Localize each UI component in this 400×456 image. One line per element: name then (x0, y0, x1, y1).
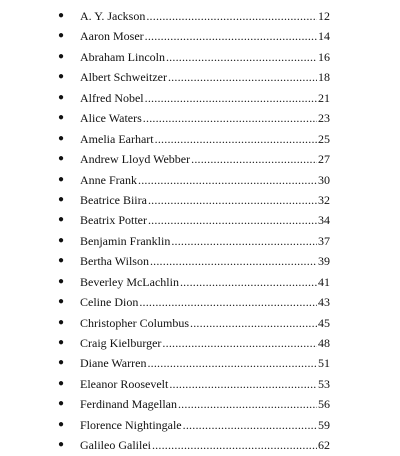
entry-page-number: 21 (318, 90, 330, 105)
entry-page-number: 14 (318, 29, 330, 44)
index-entry (58, 292, 330, 312)
index-entry (58, 313, 330, 333)
index-entry (58, 272, 330, 292)
bullet-icon: ● (58, 91, 65, 103)
entry-name: Galileo Galilei (80, 438, 151, 453)
dot-leader (148, 190, 317, 210)
dot-leader (171, 231, 317, 251)
index-entry (58, 394, 330, 414)
entry-name: Celine Dion (80, 295, 139, 310)
entry-page-number: 51 (318, 356, 330, 371)
bullet-icon: ● (58, 132, 65, 144)
entry-name: Beverley McLachlin (80, 274, 179, 289)
entry-name: Andrew Lloyd Webber (80, 152, 191, 167)
index-entry (58, 353, 330, 373)
bullet-icon: ● (58, 10, 65, 21)
index-entry (58, 333, 330, 353)
index-entry (58, 6, 330, 26)
entry-name: Craig Kielburger (80, 336, 162, 350)
entry-page-number: 12 (318, 9, 330, 23)
entry-name: Alfred Nobel (80, 90, 144, 105)
bullet-icon: ● (58, 112, 65, 124)
dot-leader (145, 26, 317, 46)
entry-page-number: 62 (318, 438, 330, 453)
entry-page-number: 27 (318, 152, 330, 167)
bullet-icon: ● (58, 255, 65, 267)
entry-name: Ferdinand Magellan (80, 397, 177, 412)
bullet-icon: ● (58, 357, 65, 369)
bullet-icon: ● (58, 234, 65, 246)
bullet-icon: ● (58, 439, 65, 451)
dot-leader (150, 251, 317, 271)
entry-page-number: 56 (318, 397, 330, 412)
entry-name: Christopher Columbus (80, 315, 190, 330)
index-entry (58, 415, 330, 435)
index-entry (58, 170, 330, 190)
index-entry (58, 435, 330, 455)
dot-leader (143, 108, 317, 128)
dot-leader (178, 394, 317, 414)
dot-leader (145, 88, 317, 108)
index-entry (58, 88, 330, 108)
bullet-icon: ● (58, 71, 65, 83)
dot-leader (183, 415, 317, 435)
bullet-icon: ● (58, 193, 65, 205)
entry-page-number: 30 (318, 172, 330, 187)
entry-name: Bertha Wilson (80, 254, 149, 269)
index-entry (58, 231, 330, 251)
bullet-icon: ● (58, 30, 65, 42)
bullet-icon: ● (58, 296, 65, 308)
entry-name: Benjamin Franklin (80, 233, 171, 248)
bullet-icon: ● (58, 377, 65, 389)
index-entry (58, 149, 330, 169)
entry-name: Beatrix Potter (80, 213, 147, 228)
dot-leader (190, 313, 317, 333)
dot-leader (169, 374, 317, 394)
dot-leader (147, 353, 317, 373)
dot-leader (148, 210, 317, 230)
entry-page-number: 39 (318, 254, 330, 269)
bullet-icon: ● (58, 418, 65, 430)
bullet-icon: ● (58, 173, 65, 185)
entry-name: Anne Frank (80, 172, 137, 187)
index-entry (58, 67, 330, 87)
bullet-icon: ● (58, 50, 65, 62)
bullet-icon: ● (58, 398, 65, 410)
bullet-icon: ● (58, 337, 65, 348)
index-entry (58, 251, 330, 271)
entry-name: Florence Nightingale (80, 417, 182, 432)
index-entry (58, 129, 330, 149)
bullet-icon: ● (58, 275, 65, 287)
entry-page-number: 34 (318, 213, 330, 228)
entry-name: Amelia Earhart (80, 131, 154, 146)
bullet-icon: ● (58, 214, 65, 226)
entry-name: Alice Waters (80, 111, 142, 126)
index-list (58, 6, 330, 456)
entry-page-number: 43 (318, 295, 330, 310)
entry-name: Albert Schweitzer (80, 70, 167, 85)
dot-leader (138, 170, 317, 190)
dot-leader (155, 129, 317, 149)
dot-leader (180, 272, 317, 292)
dot-leader (166, 47, 317, 67)
entry-page-number: 37 (318, 233, 330, 248)
entry-name: Abraham Lincoln (80, 49, 165, 64)
entry-page-number: 41 (318, 274, 330, 289)
index-entry (58, 374, 330, 394)
dot-leader (162, 333, 317, 353)
entry-name: Eleanor Roosevelt (80, 376, 169, 391)
index-entry (58, 108, 330, 128)
entry-page-number: 16 (318, 49, 330, 64)
entry-name: Aaron Moser (80, 29, 144, 44)
index-entry (58, 26, 330, 46)
entry-name: Diane Warren (80, 356, 147, 371)
entry-page-number: 23 (318, 111, 330, 126)
entry-page-number: 25 (318, 131, 330, 146)
entry-page-number: 53 (318, 376, 330, 391)
bullet-icon: ● (58, 316, 65, 328)
dot-leader (146, 6, 317, 26)
entry-page-number: 48 (318, 336, 330, 350)
entry-page-number: 59 (318, 417, 330, 432)
index-entry (58, 47, 330, 67)
entry-name: A. Y. Jackson (80, 9, 146, 23)
dot-leader (152, 435, 317, 455)
entry-page-number: 18 (318, 70, 330, 85)
index-entry (58, 210, 330, 230)
entry-page-number: 45 (318, 315, 330, 330)
dot-leader (168, 67, 317, 87)
index-entry (58, 190, 330, 210)
entry-page-number: 32 (318, 192, 330, 207)
dot-leader (139, 292, 317, 312)
entry-name: Beatrice Biira (80, 192, 147, 207)
bullet-icon: ● (58, 153, 65, 165)
dot-leader (191, 149, 317, 169)
